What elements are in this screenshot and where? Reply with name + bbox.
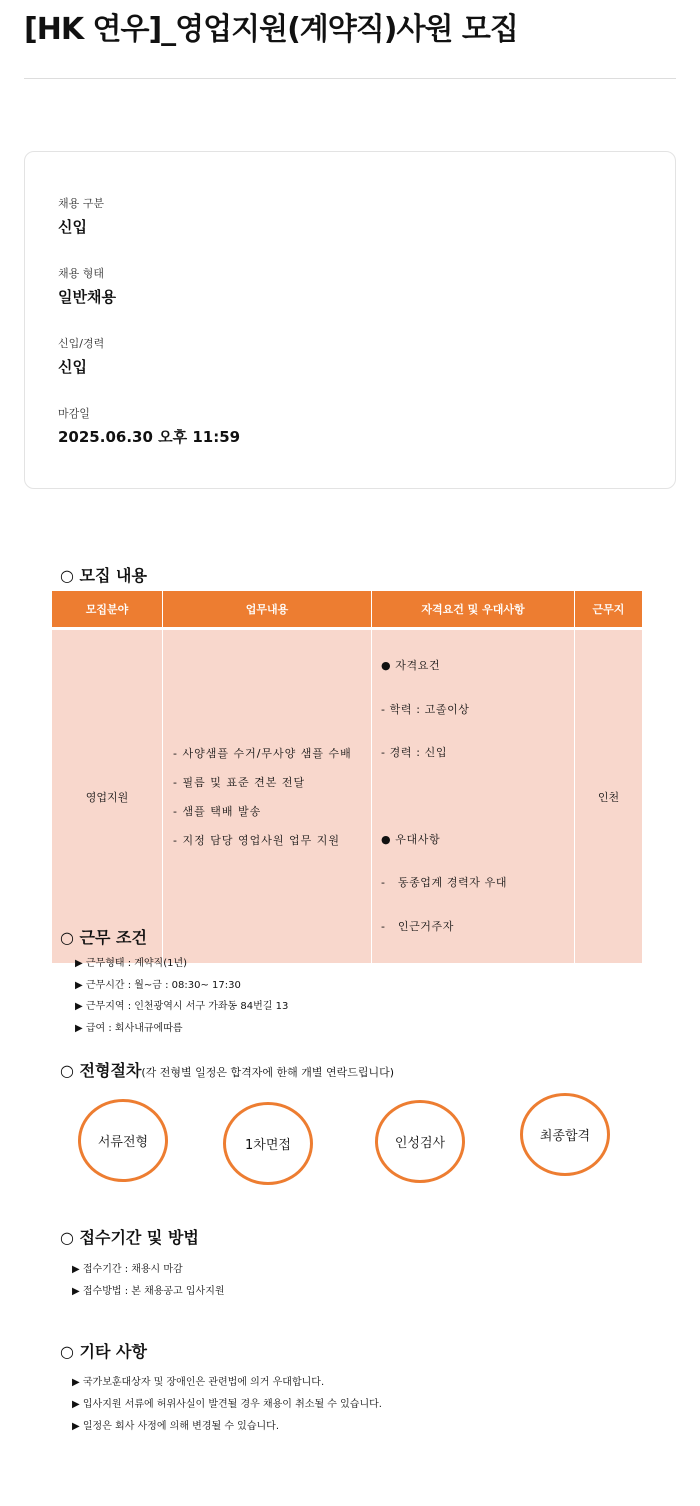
- recruit-table: [51, 590, 643, 964]
- list-item: - 경력 : 신입: [381, 746, 448, 759]
- process-step-personality-test: 인성검사: [375, 1100, 465, 1183]
- table-row: [52, 629, 643, 964]
- conditions-heading: ○ 근무 조건: [60, 928, 147, 947]
- column-header: 모집분야: [52, 591, 163, 629]
- list-item: - 사양샘플 수거/무사양 샘플 수배: [173, 746, 352, 760]
- qualification-title: ● 자격요건: [381, 659, 441, 672]
- title-divider: [24, 78, 676, 79]
- process-step-interview: 1차면접: [223, 1102, 313, 1185]
- process-heading: [60, 1058, 394, 1081]
- column-header: 자격요건 및 우대사항: [372, 591, 575, 629]
- summary-card: [24, 151, 676, 489]
- etc-item: ▶ 국가보훈대상자 및 장애인은 관련법에 의거 우대합니다.: [72, 1377, 325, 1388]
- list-item: - 지정 담당 영업사원 업무 지원: [173, 833, 340, 847]
- recruit-type-label: 채용 구분: [58, 197, 105, 210]
- apply-item: ▶ 접수방법 : 본 채용공고 입사지원: [72, 1286, 225, 1297]
- preference-title: ● 우대사항: [381, 832, 441, 846]
- etc-item: ▶ 일정은 회사 사정에 의해 변경될 수 있습니다.: [72, 1421, 279, 1432]
- page-title: [HK 연우]_영업지원(계약직)사원 모집: [24, 12, 518, 47]
- apply-item: ▶ 접수기간 : 채용시 마감: [72, 1264, 183, 1275]
- qualifications-cell: [372, 629, 575, 964]
- duties-cell: [163, 629, 372, 964]
- recruit-type-value: 신입: [58, 218, 87, 236]
- etc-item: ▶ 입사지원 서류에 허위사실이 발견될 경우 채용이 취소될 수 있습니다.: [72, 1399, 382, 1410]
- list-item: - 샘플 택배 발송: [173, 804, 262, 818]
- condition-item: ▶ 급여 : 회사내규에따름: [75, 1023, 183, 1034]
- condition-item: ▶ 근무시간 : 월~금 : 08:30~ 17:30: [75, 980, 241, 991]
- list-item: - 인근거주자: [381, 919, 454, 933]
- condition-item: ▶ 근무형태 : 계약직(1년): [75, 958, 188, 969]
- column-header: 근무지: [575, 591, 643, 629]
- deadline-label: 마감일: [58, 407, 90, 420]
- process-step-final: 최종합격: [520, 1093, 610, 1176]
- process-note: (각 전형별 일정은 합격자에 한해 개별 연락드립니다): [141, 1066, 395, 1079]
- list-item: - 학력 : 고졸이상: [381, 702, 470, 716]
- deadline-value: 2025.06.30 오후 11:59: [58, 428, 241, 446]
- qualifications-block: [372, 630, 574, 963]
- employment-type-label: 채용 형태: [58, 267, 105, 280]
- field-cell: 영업지원: [52, 629, 163, 964]
- employment-type-value: 일반채용: [58, 288, 116, 306]
- process-step-document: 서류전형: [78, 1099, 168, 1182]
- etc-heading: ○ 기타 사항: [60, 1342, 147, 1361]
- list-item: - 동종업계 경력자 우대: [381, 876, 508, 889]
- apply-heading: ○ 접수기간 및 방법: [60, 1228, 199, 1247]
- column-header: 업무내용: [163, 591, 372, 629]
- duties-list: [163, 739, 371, 855]
- recruit-heading: ○ 모집 내용: [60, 566, 147, 585]
- process-heading-text: ○ 전형절차: [60, 1061, 142, 1080]
- list-item: - 필름 및 표준 견본 전달: [173, 775, 306, 789]
- career-level-value: 신입: [58, 358, 87, 376]
- location-cell: 인천: [575, 629, 643, 964]
- condition-item: ▶ 근무지역 : 인천광역시 서구 가좌동 84번길 13: [75, 1001, 289, 1012]
- table-header-row: [52, 591, 643, 629]
- career-level-label: 신입/경력: [58, 337, 105, 350]
